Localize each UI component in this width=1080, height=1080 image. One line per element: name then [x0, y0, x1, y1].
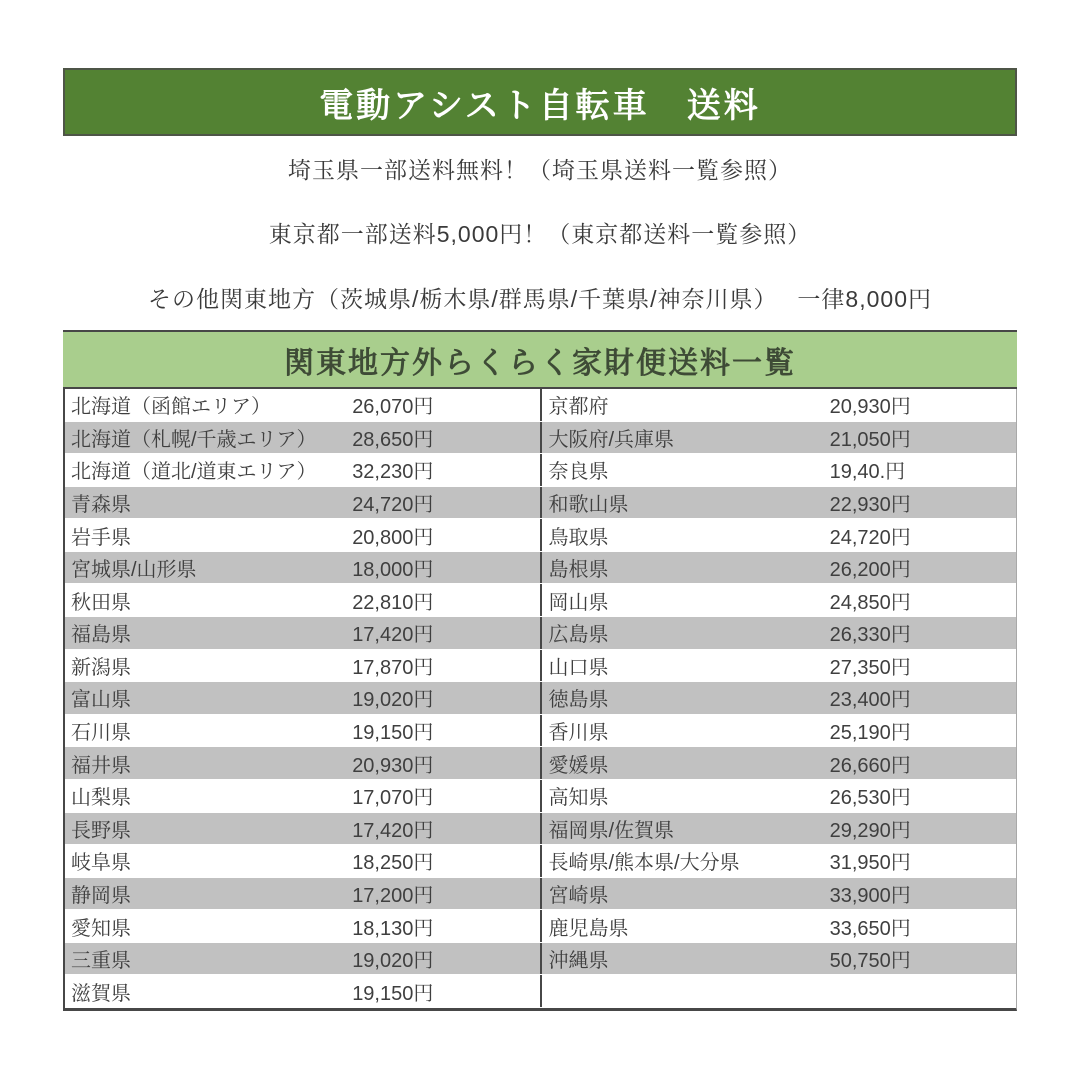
table-row	[65, 878, 1016, 911]
table-row	[65, 389, 1016, 422]
price-cell-left: 18,130円	[352, 917, 434, 940]
price-cell-right: 24,850円	[829, 591, 911, 614]
price-cell-left: 17,870円	[352, 656, 434, 679]
shipping-fee-sheet	[63, 68, 1017, 1011]
price-cell-right	[830, 975, 1016, 1007]
region-cell-left: 愛知県	[71, 917, 131, 940]
page-title-bar	[63, 68, 1017, 136]
price-cell-right: 29,290円	[830, 813, 1016, 845]
price-cell-right: 22,930円	[830, 487, 1016, 519]
price-cell-right: 33,900円	[830, 878, 1016, 910]
region-cell-right: 奈良県	[540, 454, 829, 486]
price-cell-left: 19,150円	[352, 722, 434, 745]
price-cell-right: 33,650円	[829, 917, 911, 940]
region-cell-right: 岡山県	[540, 584, 829, 616]
region-cell-left: 石川県	[71, 722, 131, 745]
region-cell-right: 徳島県	[540, 682, 829, 714]
region-cell-right: 宮崎県	[540, 878, 829, 910]
table-row	[65, 552, 1016, 585]
price-cell-right: 26,530円	[829, 787, 911, 810]
table-row	[65, 519, 1016, 552]
notes-section	[63, 136, 1017, 330]
region-cell-right: 高知県	[540, 780, 829, 812]
table-row	[65, 715, 1016, 748]
region-cell-right: 山口県	[540, 650, 829, 682]
table-row	[65, 943, 1016, 976]
table-row	[65, 650, 1016, 683]
table-row	[65, 910, 1016, 943]
table-row	[65, 747, 1016, 780]
price-cell-right: 26,660円	[830, 747, 1016, 779]
region-cell-right: 愛媛県	[540, 747, 829, 779]
table-row	[65, 682, 1016, 715]
price-cell-left: 18,250円	[352, 852, 434, 875]
region-cell-left: 北海道（札幌/千歳エリア）	[65, 422, 352, 454]
price-cell-right: 31,950円	[829, 852, 911, 875]
price-cell-left: 17,420円	[352, 617, 540, 649]
price-cell-left: 28,650円	[352, 422, 540, 454]
region-cell-left: 福島県	[65, 617, 352, 649]
region-cell-right: 福岡県/佐賀県	[540, 813, 829, 845]
price-cell-right: 50,750円	[830, 943, 1016, 975]
region-cell-right: 沖縄県	[540, 943, 829, 975]
price-cell-right: 25,190円	[829, 722, 911, 745]
page-title: 電動アシスト自転車 送料	[319, 86, 761, 125]
table-row	[65, 845, 1016, 878]
region-cell-left: 富山県	[65, 682, 352, 714]
price-cell-left: 17,420円	[352, 813, 540, 845]
region-cell-right	[540, 975, 829, 1007]
note-saitama: 埼玉県一部送料無料！（埼玉県送料一覧参照）	[288, 156, 792, 183]
region-cell-right: 鳥取県	[540, 519, 829, 551]
table-row	[65, 422, 1016, 455]
region-cell-left: 宮城県/山形県	[65, 552, 352, 584]
price-cell-left: 18,000円	[352, 552, 540, 584]
region-cell-left: 岩手県	[71, 526, 131, 549]
region-cell-right: 和歌山県	[540, 487, 829, 519]
table-row	[65, 454, 1016, 487]
price-cell-right: 20,930円	[829, 396, 911, 419]
region-cell-right: 香川県	[540, 715, 829, 747]
price-cell-right: 19,40.円	[829, 461, 906, 484]
region-cell-left: 山梨県	[71, 787, 131, 810]
table-title: 関東地方外らくらく家財便送料一覧	[284, 346, 796, 380]
price-cell-left: 17,070円	[352, 787, 434, 810]
price-cell-left: 17,200円	[352, 878, 540, 910]
region-cell-left: 秋田県	[71, 591, 131, 614]
region-cell-right: 広島県	[540, 617, 829, 649]
table-row	[65, 813, 1016, 846]
table-row	[65, 617, 1016, 650]
price-cell-left: 20,800円	[352, 526, 434, 549]
region-cell-left: 静岡県	[65, 878, 352, 910]
table-title-bar	[63, 332, 1017, 389]
region-cell-right: 鹿児島県	[540, 910, 829, 942]
price-cell-right: 26,200円	[830, 552, 1016, 584]
table-row	[65, 780, 1016, 813]
region-cell-right: 島根県	[540, 552, 829, 584]
price-cell-left: 19,150円	[352, 982, 434, 1005]
price-cell-left: 26,070円	[352, 396, 434, 419]
price-cell-right: 21,050円	[830, 422, 1016, 454]
price-cell-left: 32,230円	[352, 461, 434, 484]
region-cell-left: 福井県	[65, 747, 352, 779]
table-row	[65, 975, 1016, 1008]
price-cell-left: 24,720円	[352, 487, 540, 519]
price-cell-right: 23,400円	[830, 682, 1016, 714]
region-cell-left: 北海道（道北/道東エリア）	[71, 461, 317, 484]
table-row	[65, 584, 1016, 617]
price-cell-left: 22,810円	[352, 591, 434, 614]
price-cell-right: 26,330円	[830, 617, 1016, 649]
fee-table	[63, 389, 1017, 1011]
table-row	[65, 487, 1016, 520]
price-cell-left: 19,020円	[352, 943, 540, 975]
region-cell-left: 三重県	[65, 943, 352, 975]
region-cell-right: 京都府	[540, 389, 829, 421]
price-cell-left: 19,020円	[352, 682, 540, 714]
region-cell-left: 青森県	[65, 487, 352, 519]
region-cell-right: 大阪府/兵庫県	[540, 422, 829, 454]
region-cell-left: 新潟県	[71, 656, 131, 679]
region-cell-left: 岐阜県	[71, 852, 131, 875]
region-cell-left: 長野県	[65, 813, 352, 845]
price-cell-right: 27,350円	[829, 656, 911, 679]
note-tokyo: 東京都一部送料5,000円！（東京都送料一覧参照）	[268, 221, 812, 248]
region-cell-left: 北海道（函館エリア）	[71, 396, 271, 419]
region-cell-right: 長崎県/熊本県/大分県	[540, 845, 829, 877]
region-cell-left: 滋賀県	[71, 982, 131, 1005]
note-other-kanto: その他関東地方（茨城県/栃木県/群馬県/千葉県/神奈川県） 一律8,000円	[147, 286, 932, 313]
price-cell-left: 20,930円	[352, 747, 540, 779]
price-cell-right: 24,720円	[829, 526, 911, 549]
